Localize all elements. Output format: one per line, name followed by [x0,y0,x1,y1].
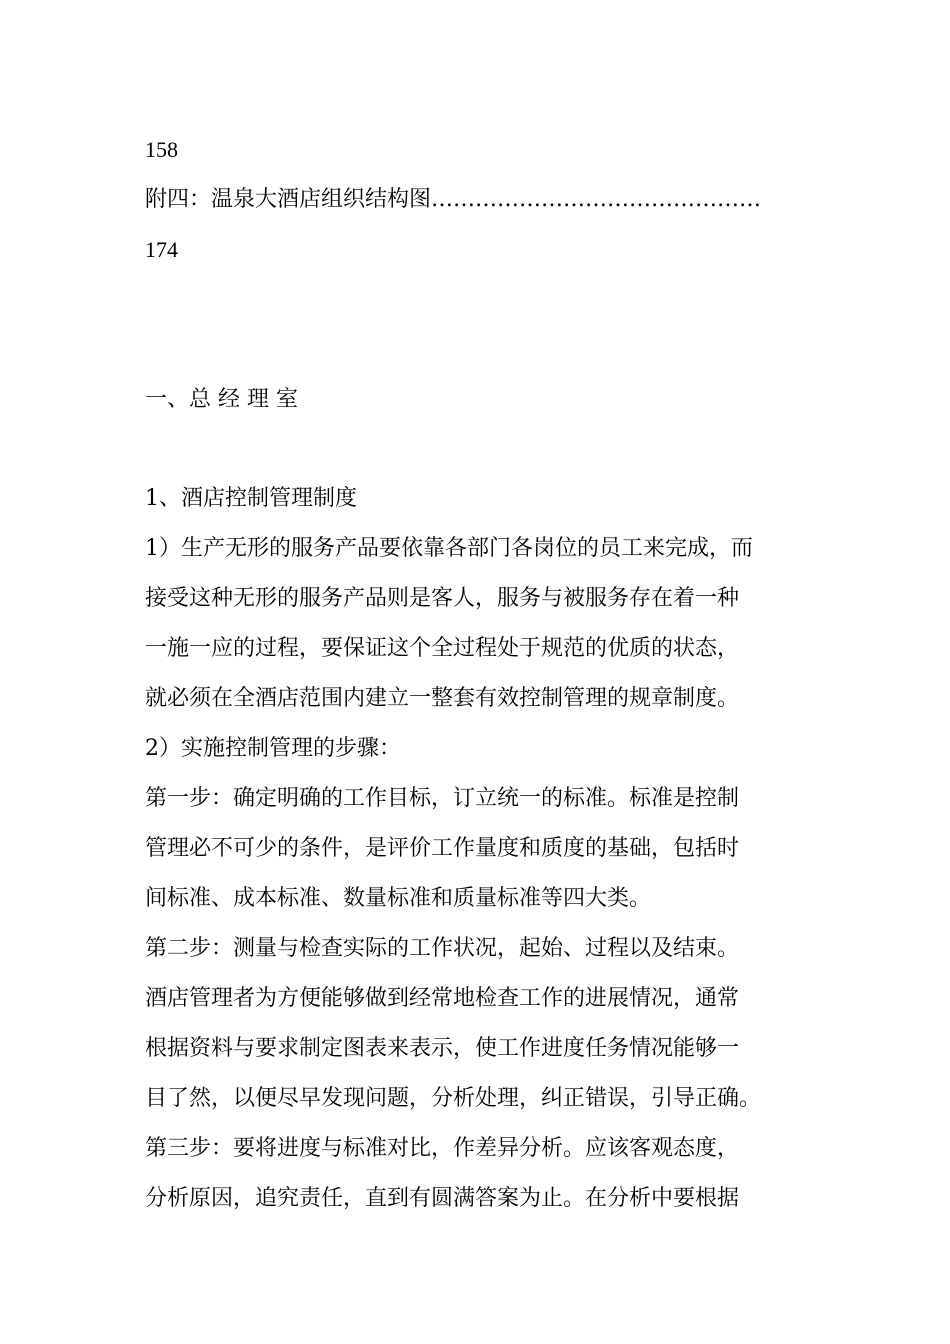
body-line: 1）生产无形的服务产品要依靠各部门各岗位的员工来完成，而 [145,536,753,561]
body-line: 分析原因，追究责任，直到有圆满答案为止。在分析中要根据 [145,1186,740,1211]
body-line: 间标准、成本标准、数量标准和质量标准等四大类。 [145,886,652,911]
body-line: 根据资料与要求制定图表来表示，使工作进度任务情况能够一 [145,1036,740,1061]
section-heading: 一、总 经 理 室 [145,387,298,412]
body-line: 第三步：要将进度与标准对比，作差异分析。应该客观态度， [145,1136,740,1161]
body-line: 酒店管理者为方便能够做到经常地检查工作的进展情况，通常 [145,986,740,1011]
body-line: 一施一应的过程，要保证这个全过程处于规范的优质的状态， [145,636,740,661]
toc-entry-leader: ……………………………………… [431,187,762,212]
toc-entry[interactable] [145,185,810,215]
body-line: 2）实施控制管理的步骤： [145,736,401,761]
body-line: 目了然，以便尽早发现问题，分析处理，纠正错误，引导正确。 [145,1086,762,1111]
body-line: 第一步：确定明确的工作目标，订立统一的标准。标准是控制 [145,786,740,811]
toc-entry-title: 附四：温泉大酒店组织结构图 [145,187,432,212]
body-line: 第二步：测量与检查实际的工作状况，起始、过程以及结束。 [145,936,740,961]
toc-page-number-previous: 158 [145,137,178,162]
body-line: 接受这种无形的服务产品则是客人，服务与被服务存在着一种 [145,586,740,611]
body-line: 管理必不可少的条件，是评价工作量度和质度的基础，包括时 [145,836,740,861]
toc-entry-page-number: 174 [145,237,178,262]
section-subheading: 1、酒店控制管理制度 [145,486,357,511]
body-line: 就必须在全酒店范围内建立一整套有效控制管理的规章制度。 [145,686,740,711]
